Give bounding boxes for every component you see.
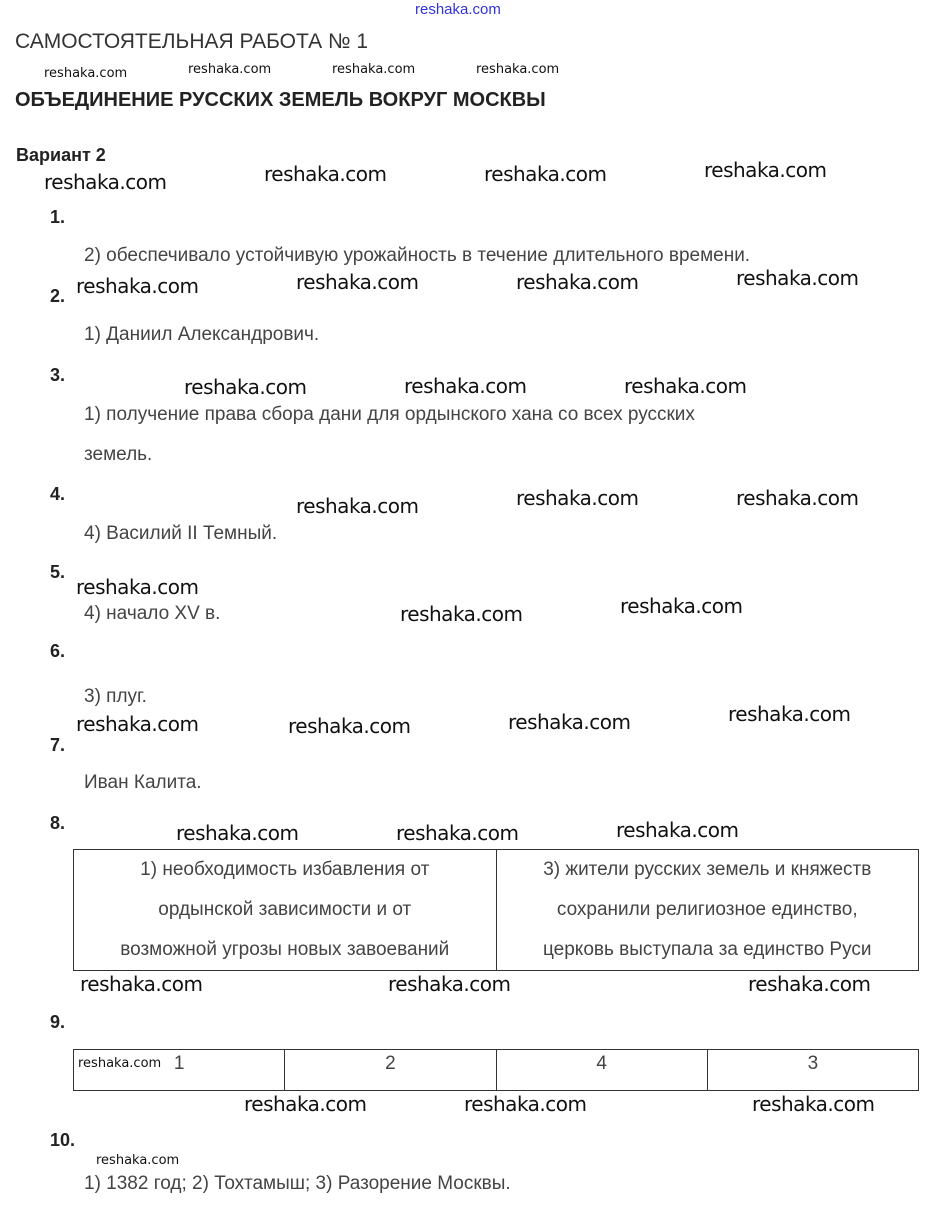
- watermark: reshaka.com: [748, 972, 871, 996]
- cell-line: 3) жители русских земель и княжеств: [543, 859, 872, 880]
- question-number: 1.: [50, 207, 66, 227]
- answer-table-9: [73, 1049, 919, 1091]
- watermark: reshaka.com: [296, 494, 419, 518]
- table-cell: [496, 850, 918, 971]
- answer: 2) обеспечивало устойчивую урожайность в течение длительного времени.: [84, 245, 751, 266]
- page-title: САМОСТОЯТЕЛЬНАЯ РАБОТА № 1: [15, 30, 369, 53]
- question-number: 4.: [50, 484, 66, 504]
- watermark: reshaka.com: [736, 266, 859, 290]
- watermark: reshaka.com: [264, 162, 387, 186]
- watermark: reshaka.com: [620, 594, 743, 618]
- watermark: reshaka.com: [332, 62, 416, 77]
- answer: Иван Калита.: [84, 772, 202, 793]
- topic-heading: ОБЪЕДИНЕНИЕ РУССКИХ ЗЕМЕЛЬ ВОКРУГ МОСКВЫ: [15, 89, 546, 111]
- question-number: 10.: [50, 1130, 76, 1150]
- cell-line: ордынской зависимости и от: [158, 899, 412, 920]
- answer: 1) Даниил Александрович.: [84, 324, 320, 345]
- cell-line: церковь выступала за единство Руси: [542, 939, 872, 960]
- cell-line: возможной угрозы новых завоеваний: [120, 939, 450, 960]
- question-number: 7.: [50, 735, 66, 755]
- watermark: reshaka.com: [728, 702, 851, 726]
- cell-line: 1) необходимость избавления от: [140, 859, 430, 880]
- watermark: reshaka.com: [184, 375, 307, 399]
- table-cell: 3: [707, 1050, 918, 1091]
- watermark: reshaka.com: [464, 1092, 587, 1116]
- watermark: reshaka.com: [516, 486, 639, 510]
- watermark: reshaka.com: [76, 575, 199, 599]
- question-number: 2.: [50, 286, 66, 306]
- watermark: reshaka.com: [624, 374, 747, 398]
- question-number: 3.: [50, 365, 66, 385]
- cell-line: сохранили религиозное единство,: [556, 899, 858, 920]
- watermark: reshaka.com: [176, 821, 299, 845]
- variant-heading: Вариант 2: [16, 145, 106, 165]
- watermark: reshaka.com: [188, 62, 272, 77]
- answer: 1) 1382 год; 2) Тохтамыш; 3) Разорение Москвы.: [84, 1173, 511, 1194]
- table-cell: 4: [496, 1050, 707, 1091]
- watermark: reshaka.com: [388, 972, 511, 996]
- watermark: reshaka.com: [704, 158, 827, 182]
- watermark: reshaka.com: [244, 1092, 367, 1116]
- watermark: reshaka.com: [736, 486, 859, 510]
- watermark: reshaka.com: [400, 602, 523, 626]
- watermark: reshaka.com: [404, 374, 527, 398]
- watermark: reshaka.com: [44, 170, 167, 194]
- answer: 4) Василий II Темный.: [84, 523, 278, 544]
- watermark: reshaka.com: [288, 714, 411, 738]
- watermark: reshaka.com: [516, 270, 639, 294]
- watermark: reshaka.com: [752, 1092, 875, 1116]
- question-number: 9.: [50, 1012, 66, 1032]
- watermark: reshaka.com: [484, 162, 607, 186]
- watermark: reshaka.com: [80, 972, 203, 996]
- table-cell: [74, 850, 497, 971]
- answer-table-8: [73, 849, 919, 971]
- table-cell: 1: [74, 1050, 285, 1091]
- table-cell: 2: [285, 1050, 496, 1091]
- answer: 4) начало XV в.: [84, 603, 221, 624]
- answer-continuation: земель.: [84, 444, 153, 465]
- watermark: reshaka.com: [396, 821, 519, 845]
- watermark: reshaka.com: [44, 66, 128, 81]
- watermark: reshaka.com: [78, 1056, 162, 1071]
- watermark: reshaka.com: [415, 1, 501, 18]
- watermark: reshaka.com: [96, 1153, 180, 1168]
- answer: 1) получение права сбора дани для ордынского хана со всех русских: [84, 404, 695, 425]
- watermark: reshaka.com: [616, 818, 739, 842]
- watermark: reshaka.com: [76, 274, 199, 298]
- question-number: 6.: [50, 641, 66, 661]
- watermark: reshaka.com: [76, 712, 199, 736]
- question-number: 5.: [50, 562, 66, 582]
- question-number: 8.: [50, 813, 66, 833]
- watermark: reshaka.com: [508, 710, 631, 734]
- answer: 3) плуг.: [84, 686, 147, 707]
- watermark: reshaka.com: [476, 62, 560, 77]
- watermark: reshaka.com: [296, 270, 419, 294]
